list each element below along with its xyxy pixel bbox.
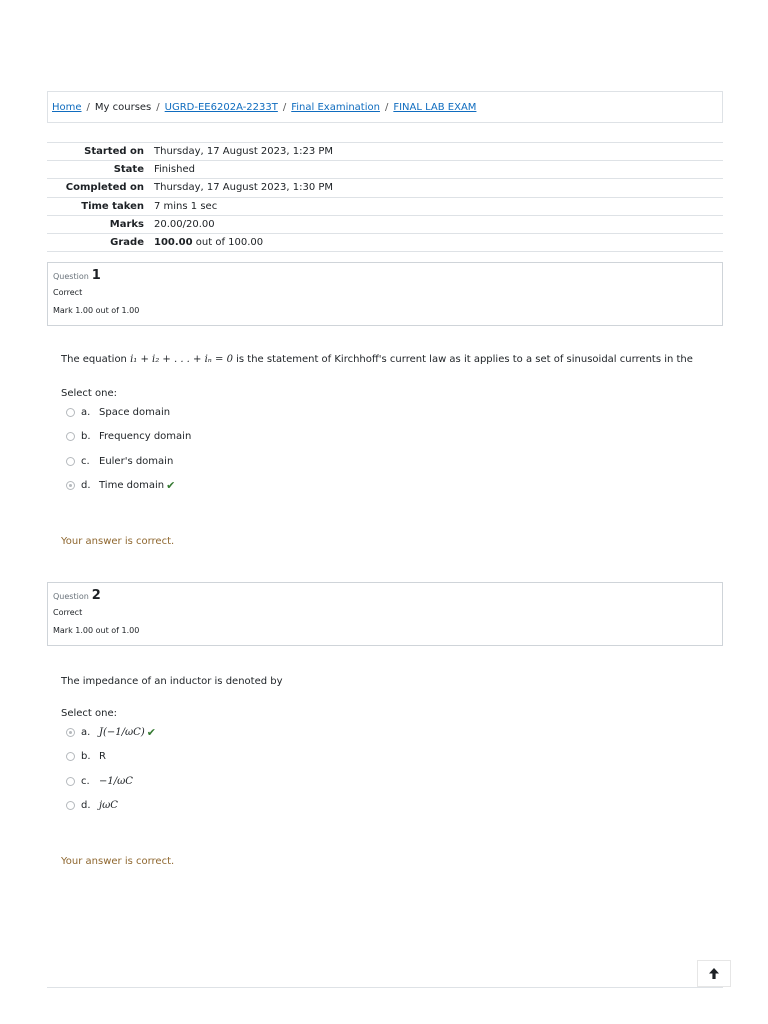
grade-score: 100.00 xyxy=(154,237,193,249)
check-icon: ✔ xyxy=(166,479,176,493)
option-text: Time domain xyxy=(99,480,165,492)
option-letter: a. xyxy=(81,726,91,738)
breadcrumb-separator: / xyxy=(384,101,389,113)
question-number xyxy=(53,588,717,603)
radio-button-selected[interactable] xyxy=(66,481,75,490)
option-letter: a. xyxy=(81,406,91,418)
summary-row-time-taken xyxy=(47,197,723,215)
summary-row-state xyxy=(47,161,723,179)
question-text-after: is the statement of Kirchhoff's current law as it applies to a set of sinusoidal currents in the xyxy=(232,354,693,365)
grade-suffix: out of 100.00 xyxy=(192,237,264,249)
question-1-feedback: Your answer is correct. xyxy=(61,536,175,547)
check-icon: ✔ xyxy=(146,725,156,739)
breadcrumb-separator: / xyxy=(282,101,287,113)
breadcrumb-section-link[interactable]: Final Examination xyxy=(291,101,380,113)
breadcrumb-course-link[interactable]: UGRD-EE6202A-2233T xyxy=(164,101,278,113)
footer-divider xyxy=(47,987,723,988)
answer-option-a[interactable] xyxy=(66,720,156,745)
question-2-options xyxy=(66,720,156,818)
select-one-label: Select one: xyxy=(61,388,118,399)
summary-row-started xyxy=(47,143,723,161)
question-number-value: 1 xyxy=(91,268,101,283)
answer-option-a[interactable] xyxy=(66,400,191,425)
summary-row-marks xyxy=(47,215,723,233)
radio-button[interactable] xyxy=(66,457,75,466)
question-number-value: 2 xyxy=(91,588,101,603)
option-text: J(−1/ωC) xyxy=(99,726,145,738)
option-letter: d. xyxy=(81,480,91,492)
question-mark: Mark 1.00 out of 1.00 xyxy=(53,626,140,635)
question-word: Question xyxy=(53,592,89,601)
attempt-summary-table xyxy=(47,142,723,252)
question-number xyxy=(53,268,717,283)
question-word: Question xyxy=(53,272,89,281)
question-1-options xyxy=(66,400,191,498)
answer-option-b[interactable] xyxy=(66,745,156,770)
summary-value: 7 mins 1 sec xyxy=(154,200,218,212)
option-letter: c. xyxy=(81,775,90,787)
radio-button-selected[interactable] xyxy=(66,728,75,737)
summary-value: Finished xyxy=(154,164,195,176)
option-letter: b. xyxy=(81,751,91,763)
radio-button[interactable] xyxy=(66,777,75,786)
kcl-equation: i₁ + i₂ + . . . + iₙ = 0 xyxy=(130,354,233,365)
question-state: Correct xyxy=(53,288,83,297)
answer-option-c[interactable] xyxy=(66,769,156,794)
option-letter: b. xyxy=(81,431,91,443)
radio-button[interactable] xyxy=(66,432,75,441)
radio-button[interactable] xyxy=(66,408,75,417)
breadcrumb-container xyxy=(47,91,723,123)
answer-option-d[interactable] xyxy=(66,794,156,819)
option-text: jωC xyxy=(99,800,118,812)
radio-button[interactable] xyxy=(66,752,75,761)
question-text-before: The equation xyxy=(61,354,131,365)
summary-label: Completed on xyxy=(65,182,144,194)
summary-label: Marks xyxy=(109,218,144,230)
option-text: R xyxy=(99,751,106,763)
summary-label: Time taken xyxy=(81,200,144,212)
breadcrumb xyxy=(52,102,476,113)
answer-option-c[interactable] xyxy=(66,449,191,474)
answer-option-b[interactable] xyxy=(66,425,191,450)
breadcrumb-my-courses: My courses xyxy=(94,101,152,113)
select-one-label: Select one: xyxy=(61,708,118,719)
option-text: Frequency domain xyxy=(99,431,192,443)
breadcrumb-home-link[interactable]: Home xyxy=(52,101,82,113)
option-text: Euler's domain xyxy=(99,455,174,467)
question-2-info xyxy=(47,582,723,646)
option-text: −1/ωC xyxy=(99,775,133,787)
answer-option-d[interactable] xyxy=(66,474,191,499)
back-to-top-button[interactable] xyxy=(697,960,731,987)
summary-value: Thursday, 17 August 2023, 1:23 PM xyxy=(154,146,334,158)
option-letter: c. xyxy=(81,455,90,467)
summary-label: State xyxy=(113,164,144,176)
summary-label: Started on xyxy=(84,146,144,158)
breadcrumb-quiz-link[interactable]: FINAL LAB EXAM xyxy=(393,101,477,113)
summary-label: Grade xyxy=(110,237,144,249)
question-state: Correct xyxy=(53,608,83,617)
question-1-info xyxy=(47,262,723,326)
question-1-text xyxy=(61,354,693,365)
question-2-feedback: Your answer is correct. xyxy=(61,856,175,867)
option-letter: d. xyxy=(81,800,91,812)
question-2-text: The impedance of an inductor is denoted by xyxy=(61,676,283,687)
summary-value: 20.00/20.00 xyxy=(154,218,215,230)
question-mark: Mark 1.00 out of 1.00 xyxy=(53,306,140,315)
breadcrumb-separator: / xyxy=(156,101,160,113)
summary-row-grade xyxy=(47,233,723,251)
arrow-up-icon xyxy=(709,968,719,979)
breadcrumb-separator: / xyxy=(86,101,90,113)
summary-value: Thursday, 17 August 2023, 1:30 PM xyxy=(154,182,334,194)
summary-value xyxy=(150,233,723,251)
radio-button[interactable] xyxy=(66,801,75,810)
summary-row-completed xyxy=(47,179,723,197)
option-text: Space domain xyxy=(99,406,171,418)
